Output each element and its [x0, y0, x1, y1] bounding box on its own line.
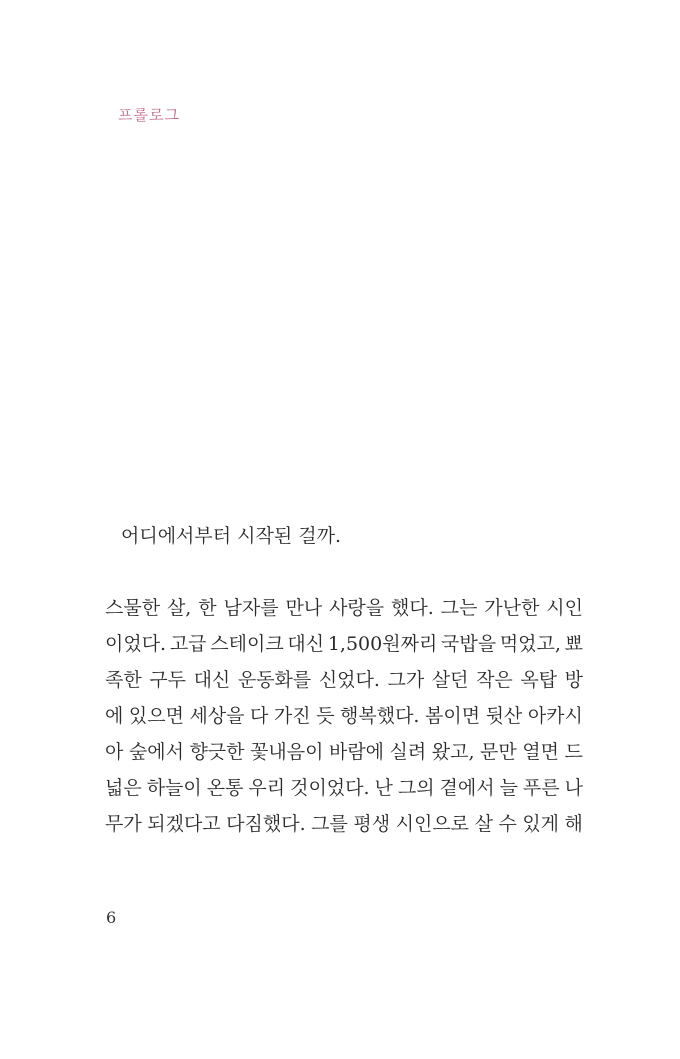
word: 바람에: [328, 741, 385, 763]
word: 한: [198, 597, 217, 619]
word: 가난한: [484, 597, 540, 619]
word: 왔고,: [431, 741, 475, 763]
word: 열면: [522, 741, 559, 763]
word: 푸른: [522, 777, 560, 799]
body-paragraph: [105, 590, 583, 842]
word: 했다.: [391, 597, 434, 619]
chapter-title: 프롤로그: [118, 106, 180, 124]
word: 있게: [522, 813, 560, 835]
word: 아: [105, 741, 124, 763]
word: 이었다.: [105, 633, 167, 655]
paragraph-line: [105, 770, 583, 806]
word: 온통: [206, 777, 244, 799]
word: 실려: [389, 741, 427, 763]
word: 남자를: [223, 597, 279, 619]
word: 세상을: [189, 705, 245, 727]
word: 다짐했다.: [226, 813, 306, 835]
paragraph-line: [105, 662, 583, 698]
word: 옥탑: [520, 669, 558, 691]
word: 먹었고,: [499, 633, 561, 655]
word: 뒷산: [485, 705, 523, 727]
word: 수: [498, 813, 517, 835]
word: 그의: [397, 777, 435, 799]
word: 신었다.: [318, 669, 380, 691]
word: 사랑을: [329, 597, 385, 619]
word: 살,: [166, 597, 192, 619]
word: 만나: [285, 597, 323, 619]
word: 국밥을: [441, 633, 497, 655]
word: 넓은: [105, 777, 142, 799]
paragraph-line: [105, 698, 583, 734]
word: 살: [474, 813, 493, 835]
word: 고급: [169, 633, 207, 655]
word: 족한: [105, 669, 142, 691]
word: 작은: [476, 669, 513, 691]
word: 대신: [287, 633, 325, 655]
word: 문만: [480, 741, 517, 763]
word: 늘: [499, 777, 518, 799]
word: 시인으로: [395, 813, 470, 835]
word: 평생: [353, 813, 391, 835]
word: 꽃내음이: [250, 741, 324, 763]
word: 시인: [546, 597, 583, 619]
word: 뾰: [564, 633, 583, 655]
word: 그가: [387, 669, 425, 691]
word: 구두: [149, 669, 186, 691]
word: 곁에서: [439, 777, 495, 799]
page-number: 6: [106, 908, 117, 927]
word: 드: [564, 741, 583, 763]
word: 에: [105, 705, 124, 727]
word: 숲에서: [128, 741, 184, 763]
paragraph-line: [105, 806, 583, 842]
paragraph-line: [105, 626, 583, 662]
paragraph-line: [105, 734, 583, 770]
word: 방: [564, 669, 583, 691]
word: 그는: [440, 597, 478, 619]
word: 살던: [431, 669, 469, 691]
word: 대신: [193, 669, 231, 691]
word: 나: [564, 777, 583, 799]
word: 향긋한: [189, 741, 245, 763]
word: 아카시: [527, 705, 583, 727]
word: 그를: [311, 813, 348, 835]
word: 무가: [105, 813, 142, 835]
word: 운동화를: [237, 669, 312, 691]
word: 되겠다고: [147, 813, 221, 835]
word: 봄이면: [425, 705, 481, 727]
word: 가진: [273, 705, 311, 727]
word: 해: [564, 813, 583, 835]
word: 난: [374, 777, 393, 799]
paragraph-line: [105, 590, 583, 626]
word: 것이었다.: [290, 777, 370, 799]
word: 1,500원짜리: [327, 633, 438, 655]
opening-line: 어디에서부터 시작된 걸까.: [121, 525, 342, 547]
word: 스물한: [105, 597, 161, 619]
word: 스테이크: [210, 633, 284, 655]
word: 하늘이: [146, 777, 202, 799]
word: 듯: [316, 705, 335, 727]
word: 다: [250, 705, 269, 727]
word: 행복했다.: [340, 705, 420, 727]
word: 우리: [248, 777, 286, 799]
word: 있으면: [128, 705, 184, 727]
